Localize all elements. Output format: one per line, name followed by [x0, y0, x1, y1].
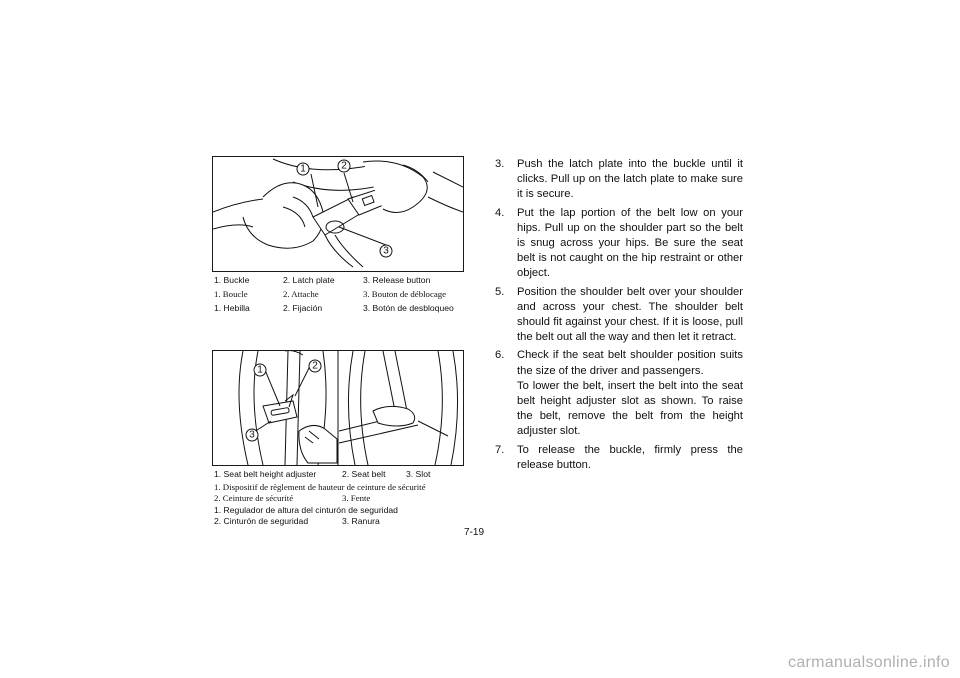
figure2-caption-fr-2 [214, 492, 464, 504]
caption-item: 2. Attache [283, 289, 319, 299]
caption-item: 2. Fijación [283, 303, 323, 313]
step-text: Check if the seat belt shoulder position suits the size of the driver and passengers. [517, 349, 743, 377]
caption-item: 1. Buckle [214, 275, 250, 285]
step-number: 6. [495, 349, 505, 362]
step-4 [495, 206, 743, 282]
caption-item: 3. Fente [342, 493, 371, 503]
caption-item: 2. Cinturón de seguridad [214, 516, 309, 526]
caption-item: 3. Slot [406, 469, 431, 479]
figure1-caption-es [214, 302, 464, 315]
caption-item: 3. Release button [363, 275, 431, 285]
figure2-caption-es-2 [214, 515, 464, 527]
step-5 [495, 285, 743, 346]
figure1-caption-en [214, 274, 464, 287]
step-text: Position the shoulder belt over your shoulder and across your chest. The shoulder belt should fit against your chest. If it is loose, pull the belt out all the way and then let it retract. [517, 285, 743, 344]
caption-item: 1. Seat belt height adjuster [214, 469, 317, 479]
callout-2: 2 [341, 160, 347, 172]
step-6 [495, 348, 743, 439]
caption-item: 1. Regulador de altura del cinturón de seguridad [214, 505, 398, 515]
step-number: 3. [495, 158, 505, 170]
step-text: Push the latch plate into the buckle until it clicks. Pull up on the latch plate to make sure it is secure. [517, 158, 743, 201]
caption-item: 3. Botón de desbloqueo [363, 303, 454, 313]
figure1-caption-fr [214, 288, 464, 301]
step-number: 7. [495, 443, 505, 456]
step-text: To release the buckle, firmly press the release button. [517, 443, 743, 471]
figure2-caption-en [214, 468, 464, 481]
step-number: 5. [495, 285, 505, 298]
step-number: 4. [495, 206, 505, 219]
callout-1: 1 [257, 364, 263, 376]
figure-buckle [212, 156, 464, 272]
step-3 [495, 157, 743, 203]
height-adjuster-illustration [213, 351, 463, 465]
step-7 [495, 443, 743, 473]
caption-item: 3. Bouton de déblocage [363, 289, 447, 299]
callout-3: 3 [383, 245, 389, 257]
buckle-illustration [213, 157, 463, 271]
caption-item: 2. Seat belt [342, 469, 386, 479]
caption-item: 1. Boucle [214, 289, 248, 299]
callout-2: 2 [312, 360, 318, 372]
caption-item: 1. Hebilla [214, 303, 250, 313]
caption-item: 2. Ceinture de sécurité [214, 493, 294, 503]
figure-height-adjuster [212, 350, 464, 466]
caption-item: 2. Latch plate [283, 275, 335, 285]
step-text: Put the lap portion of the belt low on your hips. Pull up on the shoulder part so the belt is snug across your hips. Be sure the seat belt is not caught on the hip restraint or other object. [517, 206, 743, 280]
caption-item: 1. Dispositif de règlement de hauteur de ceinture de sécurité [214, 482, 426, 492]
instruction-steps [495, 157, 743, 476]
watermark-link[interactable]: carmanualsonline.info [788, 654, 950, 671]
callout-3: 3 [249, 429, 255, 441]
step-text: To lower the belt, insert the belt into the seat belt height adjuster slot as shown. To raise the belt, remove the belt from the height adjuster slot. [517, 379, 743, 438]
page-number: 7-19 [464, 527, 485, 538]
caption-item: 3. Ranura [342, 516, 380, 526]
callout-1: 1 [300, 163, 306, 175]
